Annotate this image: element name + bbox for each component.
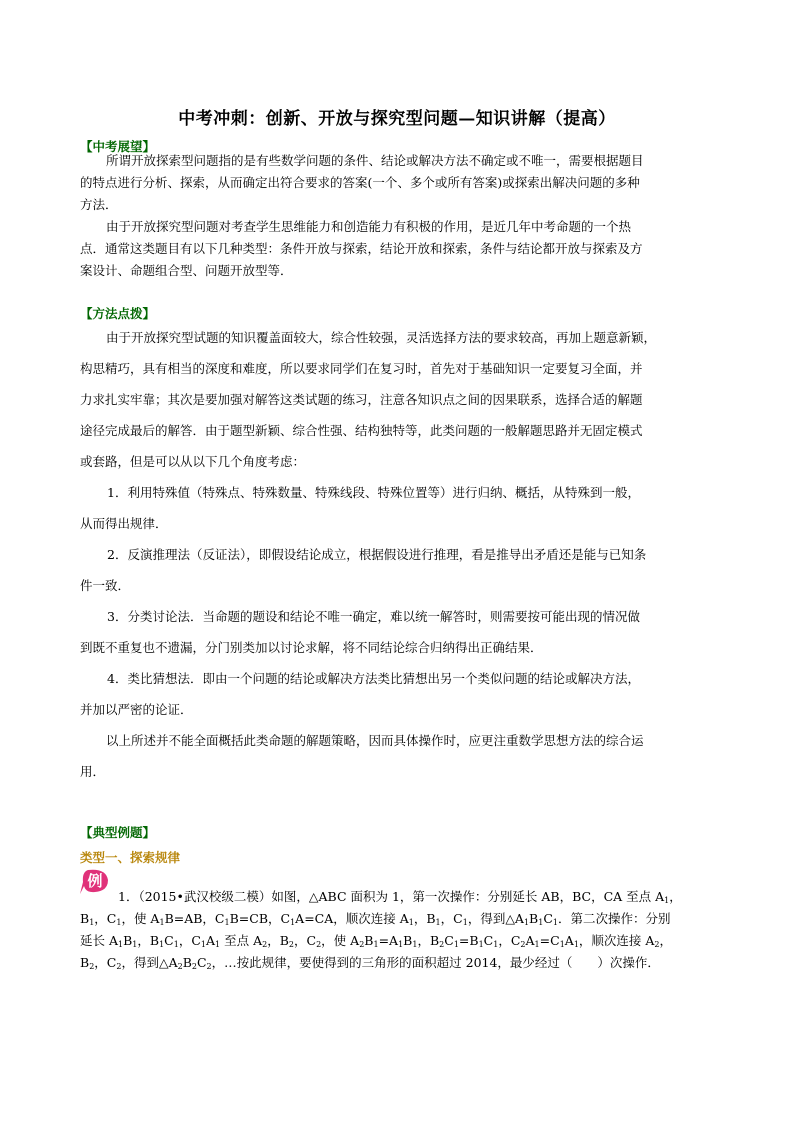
text-line: 途径完成最后的解答．由于题型新颖、综合性强、结构独特等，此类问题的一般解题思路并无固定模式 [80,423,643,438]
section-heading-method: 【方法点拨】 [80,306,156,321]
section-heading-examples: 【典型例题】 [80,825,156,840]
method-paragraph [80,322,714,787]
text-line: 由于开放探究型问题对考查学生思维能力和创造能力有积极的作用，是近几年中考命题的一个热 [106,219,632,234]
text-line: 并加以严密的论证． [80,702,193,717]
text-line: 4．类比猜想法．即由一个问题的结论或解决方法类比猜想出另一个类似问题的结论或解决方法， [107,671,640,686]
text-line: 1．利用特殊值（特殊点、特殊数量、特殊线段、特殊位置等）进行归纳、概括，从特殊到一般， [107,485,640,500]
text-line: 所谓开放探索型问题指的是有些数学问题的条件、结论或解决方法不确定或不唯一，需要根据题目 [106,153,644,168]
section-heading-outlook: 【中考展望】 [80,139,156,154]
page-title: 中考冲刺：创新、开放与探究型问题—知识讲解（提高） [178,109,616,129]
text-line: 的特点进行分析、探索，从而确定出符合要求的答案(一个、多个或所有答案)或探索出解决问题的多种 [80,175,640,190]
text-line: 方法． [80,197,118,212]
text-line: 由于开放探究型试题的知识覆盖面较大，综合性较强，灵活选择方法的要求较高，再加上题意新颖， [106,330,657,345]
text-line: 延长 $A_1B_1$，$B_1C_1$，$C_1A_1$ 至点 $A_2$，$B_2$，$C_2$，使 $A_2B_1=A_1B_1$，$B_2C_1=B_1C_1$，$C_2A_1=C_1A_1$，顺次连接 $A_2$， [80,933,673,949]
text-line: 到既不重复也不遗漏，分门别类加以讨论求解，将不同结论综合归纳得出正确结果． [80,640,543,655]
text-line: 件一致． [80,578,131,593]
text-line: 1．（2015•武汉校级二模）如图，△ABC 面积为 1，第一次操作：分别延长 AB，BC，CA 至点 $A_1$， [118,889,682,905]
type-heading: 类型一、探索规律 [80,850,181,865]
text-line: $B_2$，$C_2$，得到$\triangle A_2B_2C_2$，…按此规律，要使得到的三角形的面积超过 2014，最少经过（ ）次操作． [80,955,660,971]
text-line: 力求扎实牢靠；其次是要加强对解答这类试题的练习，注意各知识点之间的因果联系，选择合适的解题 [80,392,643,407]
text-line: 以上所述并不能全面概括此类命题的解题策略，因而具体操作时，应更注重数学思想方法的综合运 [106,733,644,748]
text-line: 3．分类讨论法．当命题的题设和结论不唯一确定，难以统一解答时，则需要按可能出现的情况做 [107,609,640,624]
example-1-text [80,886,714,974]
text-line: 点．通常这类题目有以下几种类型：条件开放与探索，结论开放和探索，条件与结论都开放与探索及方 [80,241,643,256]
text-line: $B_1$，$C_1$，使 $A_1B=AB$，$C_1B=CB$，$C_1A=CA$，顺次连接 $A_1$，$B_1$，$C_1$，得到$\triangle A_1B_1C_1$．第二次操作：分别 [80,911,671,927]
text-line: 案设计、命题组合型、问题开放型等． [80,263,293,278]
text-line: 2．反演推理法（反证法），即假设结论成立，根据假设进行推理，看是推导出矛盾还是能与已知条 [107,547,647,562]
text-line: 或套路，但是可以从以下几个角度考虑： [80,454,306,469]
text-line: 用． [80,764,106,779]
example-1-intro: 1．（2015•武汉校级二模）如图，△ABC 面积为 1，第一次操作：分别延长 AB，BC，CA 至点 A [118,889,665,904]
badge-label: 例 [87,872,103,890]
subscript: 1 [664,896,670,905]
outlook-paragraph [80,150,714,282]
text-line: 从而得出规律． [80,516,168,531]
text-line: 构思精巧，具有相当的深度和难度，所以要求同学们在复习时，首先对于基础知识一定要复习全面，并 [80,361,643,376]
